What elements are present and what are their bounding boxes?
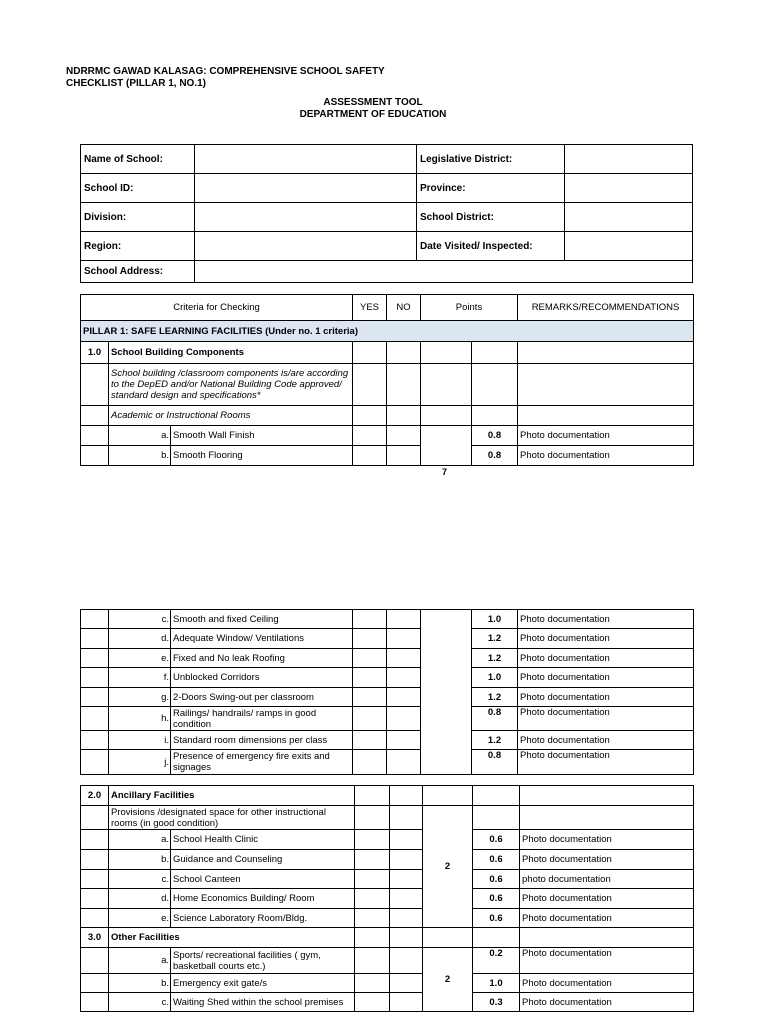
table-row [81,850,694,870]
item-points: 1.0 [473,974,520,993]
item-text: Standard room dimensions per class [171,731,353,750]
yes-cell[interactable] [353,688,387,707]
empty-cell [81,629,109,649]
field-school-address[interactable] [195,261,693,283]
empty-cell [81,850,109,870]
table-row [81,974,694,993]
subsection-title: Academic or Instructional Rooms [109,406,353,426]
assessment-tool-heading: ASSESSMENT TOOL [323,97,423,108]
table-row [81,668,694,688]
remarks-cell[interactable] [520,786,694,806]
empty-cell [81,364,109,406]
empty-cell [81,446,109,466]
item-letter: i. [109,731,171,750]
table-row [81,446,694,466]
remarks-cell[interactable] [518,342,694,364]
points-cell [472,342,518,364]
section-number: 2.0 [81,786,109,806]
item-letter: f. [109,668,171,688]
yes-cell[interactable] [353,610,387,629]
item-points: 1.0 [472,610,518,629]
item-letter: d. [109,629,171,649]
field-school-district[interactable] [565,203,693,232]
item-remarks: Photo documentation [518,446,694,466]
no-cell[interactable] [390,993,423,1012]
item-points: 0.8 [472,707,518,731]
item-points: 1.2 [472,649,518,668]
table-row [81,830,694,850]
empty-cell [81,750,109,775]
remarks-cell[interactable] [520,928,694,948]
empty-cell [81,974,109,993]
points-cell [423,928,473,948]
empty-cell [81,830,109,850]
field-school-id[interactable] [195,174,417,203]
yes-cell[interactable] [353,426,387,446]
item-letter: h. [109,707,171,731]
yes-cell[interactable] [353,668,387,688]
item-text: Fixed and No leak Roofing [171,649,353,668]
item-text: Emergency exit gate/s [171,974,355,993]
yes-cell[interactable] [353,342,387,364]
item-text: Railings/ handrails/ ramps in good condition [171,707,353,731]
item-text: 2-Doors Swing-out per classroom [171,688,353,707]
item-points: 0.6 [473,830,520,850]
empty-cell [81,889,109,909]
item-remarks: Photo documentation [518,688,694,707]
table-row [81,870,694,889]
table-row [81,993,694,1012]
no-cell[interactable] [387,446,421,466]
points-cell [472,364,518,406]
label-province: Province: [417,174,565,203]
no-cell[interactable] [387,406,421,426]
item-letter: a. [109,830,171,850]
department-heading: DEPARTMENT OF EDUCATION [299,109,447,120]
yes-cell[interactable] [353,364,387,406]
table-row [81,731,694,750]
table-row [81,707,694,731]
item-text: Home Economics Building/ Room [171,889,355,909]
points-cell [473,928,520,948]
points-total-cell [421,426,472,466]
item-remarks: Photo documentation [518,649,694,668]
label-region: Region: [81,232,195,261]
item-letter: c. [109,993,171,1012]
item-letter: c. [109,870,171,889]
item-points: 1.2 [472,688,518,707]
section-title: School Building Components [109,342,353,364]
yes-cell[interactable] [355,806,390,830]
table-row [81,909,694,928]
item-text: Waiting Shed within the school premises [171,993,355,1012]
label-school-district: School District: [417,203,565,232]
empty-cell [81,948,109,974]
section-number: 3.0 [81,928,109,948]
yes-cell[interactable] [355,909,390,928]
item-text: Sports/ recreational facilities ( gym, basketball courts etc.) [171,948,355,974]
checklist-table-sections-2-3 [80,785,694,1012]
item-text: School Health Clinic [171,830,355,850]
remarks-cell[interactable] [518,406,694,426]
field-region[interactable] [195,232,417,261]
item-points: 0.6 [473,850,520,870]
empty-cell [81,649,109,668]
item-text: Science Laboratory Room/Bldg. [171,909,355,928]
yes-cell[interactable] [355,948,390,974]
no-cell[interactable] [390,948,423,974]
section-title: Ancillary Facilities [109,786,355,806]
item-letter: b. [109,446,171,466]
item-text: Smooth and fixed Ceiling [171,610,353,629]
header-remarks: REMARKS/RECOMMENDATIONS [518,295,694,321]
item-remarks: Photo documentation [518,731,694,750]
item-points: 0.6 [473,889,520,909]
points-cell [421,342,472,364]
no-cell[interactable] [387,364,421,406]
item-points: 0.6 [473,870,520,889]
no-cell[interactable] [390,889,423,909]
yes-cell[interactable] [353,731,387,750]
no-cell[interactable] [387,731,421,750]
item-points: 1.0 [472,668,518,688]
points-cell [472,406,518,426]
points-total: 7 [442,467,448,477]
item-points: 0.3 [473,993,520,1012]
item-remarks: Photo documentation [518,750,694,775]
points-total-cell [421,610,472,775]
empty-cell [81,406,109,426]
yes-cell[interactable] [353,750,387,775]
item-remarks: Photo documentation [520,974,694,993]
yes-cell[interactable] [353,629,387,649]
item-text: School Canteen [171,870,355,889]
item-points: 0.8 [472,426,518,446]
no-cell[interactable] [387,610,421,629]
yes-cell[interactable] [355,889,390,909]
yes-cell[interactable] [353,406,387,426]
empty-cell [81,668,109,688]
field-division[interactable] [195,203,417,232]
empty-cell [81,870,109,889]
section-points-total: 2 [423,806,473,928]
no-cell[interactable] [390,850,423,870]
item-remarks: Photo documentation [518,610,694,629]
yes-cell[interactable] [355,993,390,1012]
item-points: 0.2 [473,948,520,974]
section-points-total: 2 [423,948,473,1012]
section-number: 1.0 [81,342,109,364]
empty-cell [81,731,109,750]
label-school-address: School Address: [81,261,195,283]
item-points: 1.2 [472,731,518,750]
no-cell[interactable] [387,342,421,364]
table-row [81,750,694,775]
item-text: Smooth Wall Finish [171,426,353,446]
item-letter: g. [109,688,171,707]
item-remarks: photo documentation [520,870,694,889]
item-remarks: Photo documentation [518,629,694,649]
item-letter: a. [109,426,171,446]
item-remarks: Photo documentation [518,707,694,731]
school-info-table [80,144,693,283]
item-remarks: Photo documentation [520,909,694,928]
section-description: Provisions /designated space for other instructional rooms (in good condition) [109,806,355,830]
remarks-cell[interactable] [520,806,694,830]
item-remarks: Photo documentation [520,830,694,850]
header-yes: YES [353,295,387,321]
yes-cell[interactable] [355,974,390,993]
item-text: Guidance and Counseling [171,850,355,870]
remarks-cell[interactable] [518,364,694,406]
table-row [81,948,694,974]
empty-cell [81,426,109,446]
table-row [81,889,694,909]
yes-cell[interactable] [353,707,387,731]
table-row [81,426,694,446]
points-cell [421,406,472,426]
no-cell[interactable] [390,806,423,830]
points-cell [421,364,472,406]
pillar-heading: PILLAR 1: SAFE LEARNING FACILITIES (Under no. 1 criteria) [81,321,694,342]
label-division: Division: [81,203,195,232]
item-remarks: Photo documentation [518,426,694,446]
no-cell[interactable] [390,974,423,993]
item-remarks: Photo documentation [520,993,694,1012]
table-row [81,688,694,707]
item-text: Adequate Window/ Ventilations [171,629,353,649]
item-points: 0.8 [472,446,518,466]
no-cell[interactable] [387,426,421,446]
item-letter: b. [109,974,171,993]
no-cell[interactable] [387,668,421,688]
field-legislative-district[interactable] [565,145,693,174]
item-points: 0.8 [472,750,518,775]
field-school-name[interactable] [195,145,417,174]
section-description: School building /classroom components is/are according to the DepED and/or National Building Code approved/ standard design and specifications* [109,364,353,406]
document-title-line2: CHECKLIST (PILLAR 1, NO.1) [66,78,207,89]
empty-cell [81,806,109,830]
points-cell [423,786,473,806]
checklist-table-page2 [80,609,694,775]
table-row [81,610,694,629]
checklist-table-page1 [80,294,694,466]
label-date-visited: Date Visited/ Inspected: [417,232,565,261]
item-letter: e. [109,909,171,928]
label-school-id: School ID: [81,174,195,203]
item-letter: j. [109,750,171,775]
empty-cell [81,909,109,928]
no-cell[interactable] [390,928,423,948]
label-legislative-district: Legislative District: [417,145,565,174]
header-criteria: Criteria for Checking [81,295,353,321]
yes-cell[interactable] [355,870,390,889]
yes-cell[interactable] [355,830,390,850]
label-school-name: Name of School: [81,145,195,174]
no-cell[interactable] [387,707,421,731]
empty-cell [81,707,109,731]
field-province[interactable] [565,174,693,203]
item-points: 1.2 [472,629,518,649]
no-cell[interactable] [390,830,423,850]
field-date-visited[interactable] [565,232,693,261]
item-letter: e. [109,649,171,668]
item-letter: a. [109,948,171,974]
yes-cell[interactable] [353,446,387,466]
item-text: Presence of emergency fire exits and signages [171,750,353,775]
empty-cell [81,610,109,629]
no-cell[interactable] [390,786,423,806]
no-cell[interactable] [387,649,421,668]
item-letter: b. [109,850,171,870]
section-title: Other Facilities [109,928,355,948]
points-cell [473,786,520,806]
item-text: Smooth Flooring [171,446,353,466]
header-points: Points [421,295,518,321]
header-no: NO [387,295,421,321]
item-remarks: Photo documentation [520,850,694,870]
yes-cell[interactable] [355,786,390,806]
points-cell [473,806,520,830]
item-remarks: Photo documentation [520,948,694,974]
empty-cell [81,993,109,1012]
yes-cell[interactable] [355,850,390,870]
no-cell[interactable] [390,870,423,889]
no-cell[interactable] [387,750,421,775]
item-text: Unblocked Corridors [171,668,353,688]
empty-cell [81,688,109,707]
no-cell[interactable] [390,909,423,928]
no-cell[interactable] [387,688,421,707]
yes-cell[interactable] [353,649,387,668]
item-letter: c. [109,610,171,629]
item-points: 0.6 [473,909,520,928]
document-title-line1: NDRRMC GAWAD KALASAG: COMPREHENSIVE SCHOOL SAFETY [66,66,385,77]
item-remarks: Photo documentation [518,668,694,688]
no-cell[interactable] [387,629,421,649]
yes-cell[interactable] [355,928,390,948]
item-letter: d. [109,889,171,909]
table-row [81,629,694,649]
table-row [81,649,694,668]
item-remarks: Photo documentation [520,889,694,909]
